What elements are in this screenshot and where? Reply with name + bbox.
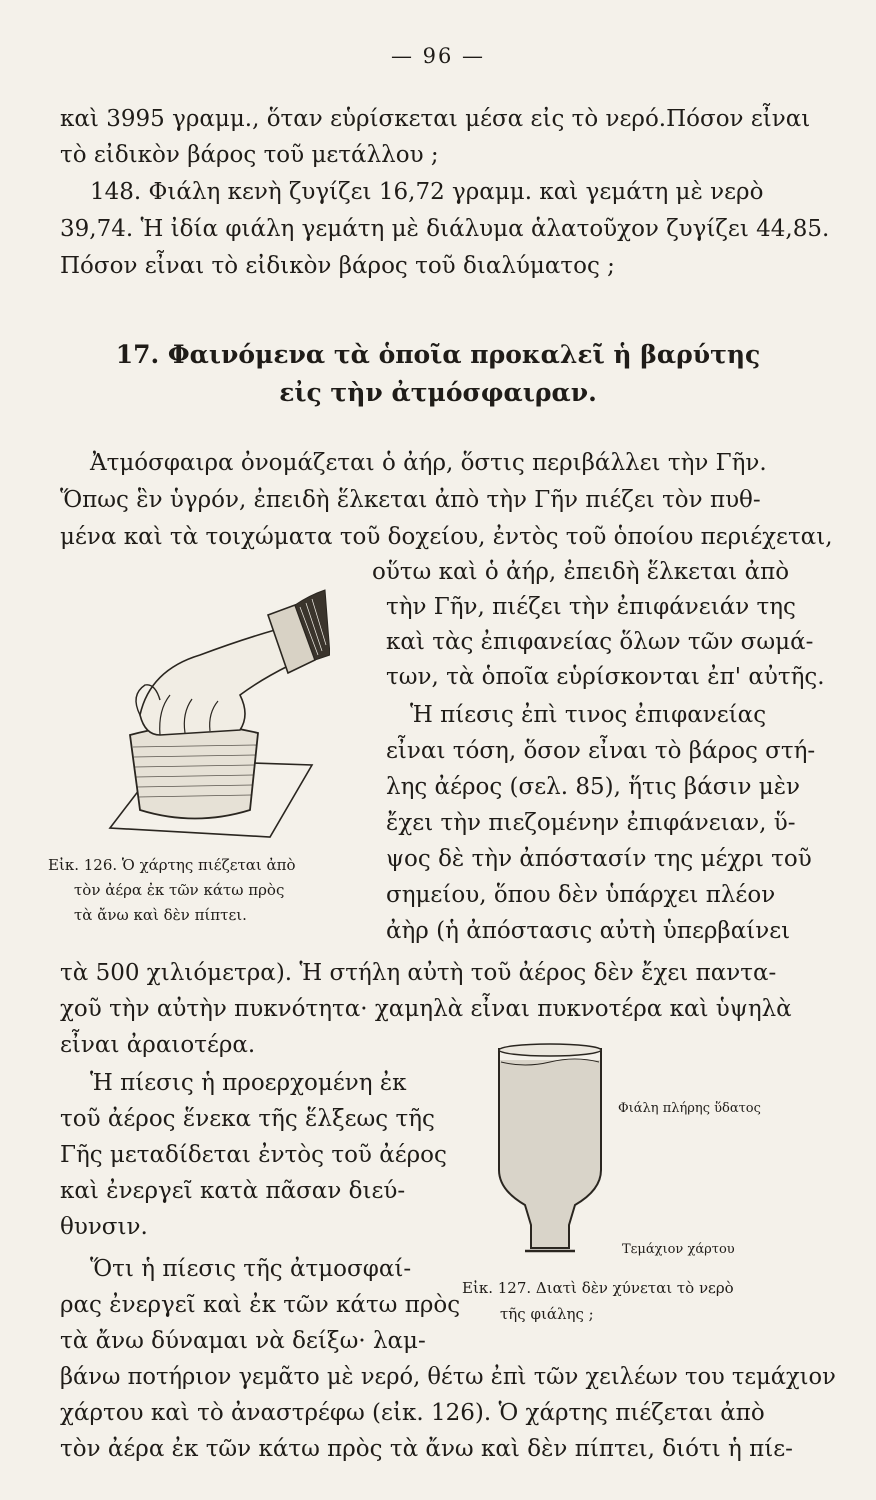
text-line: βάνω ποτήριον γεμᾶτο μὲ νερό, θέτω ἐπὶ τῶν χειλέων του τεμάχιον [60,1364,836,1390]
text-line: τὴν Γῆν, πιέζει τὴν ἐπιφάνειάν της [386,594,796,620]
section-title: εἰς τὴν ἀτμόσφαιραν. [279,378,597,407]
text-line: Ὅπως ἓν ὑγρόν, ἐπειδὴ ἕλκεται ἀπὸ τὴν Γῆν πιέζει τὸν πυθ- [60,487,761,513]
text-line: οὕτω καὶ ὁ ἀήρ, ἐπειδὴ ἕλκεται ἀπὸ [372,559,790,585]
text-line: ἔχει τὴν πιεζομένην ἐπιφάνειαν, ὕ- [386,810,796,836]
text-line: εἶναι τόση, ὅσον εἶναι τὸ βάρος στή- [386,738,816,764]
section-title: 17. Φαινόμενα τὰ ὁποῖα προκαλεῖ ἡ βαρύτης [115,340,761,369]
text-line: ψος δὲ τὴν ἀπόστασίν της μέχρι τοῦ [386,846,812,872]
figure-126-illustration [100,585,330,850]
text-line: εἶναι ἀραιοτέρα. [60,1032,256,1058]
figure-126-caption: τὰ ἄνω καὶ δὲν πίπτει. [74,906,247,924]
text-line: 39,74. Ἡ ἰδία φιάλη γεμάτη μὲ διάλυμα ἁλατοῦχον ζυγίζει 44,85. [60,216,830,242]
text-line: τὸ εἰδικὸν βάρος τοῦ μετάλλου ; [60,142,439,168]
text-line: 148. Φιάλη κενὴ ζυγίζει 16,72 γραμμ. καὶ γεμάτη μὲ νερὸ [90,179,764,205]
text-line: Ἀτμόσφαιρα ὀνομάζεται ὁ ἀήρ, ὅστις περιβάλλει τὴν Γῆν. [90,450,767,476]
text-line: τοῦ ἀέρος ἕνεκα τῆς ἕλξεως τῆς [60,1106,435,1132]
text-line: Πόσον εἶναι τὸ εἰδικὸν βάρος τοῦ διαλύματος ; [60,253,615,279]
text-line: χοῦ τὴν αὐτὴν πυκνότητα· χαμηλὰ εἶναι πυκνοτέρα καὶ ὑψηλὰ [60,996,792,1022]
text-line: ρας ἐνεργεῖ καὶ ἐκ τῶν κάτω πρὸς [60,1292,461,1318]
text-line: καὶ τὰς ἐπιφανείας ὅλων τῶν σωμά- [386,629,814,655]
text-line: καὶ 3995 γραμμ., ὅταν εὑρίσκεται μέσα εἰς τὸ νερό.Πόσον εἶναι [60,106,811,132]
text-line: τὰ 500 χιλιόμετρα). Ἡ στήλη αὐτὴ τοῦ ἀέρος δὲν ἔχει παντα- [60,960,777,986]
text-line: τὰ ἄνω δύναμαι νὰ δείξω· λαμ- [60,1328,426,1354]
text-line: καὶ ἐνεργεῖ κατὰ πᾶσαν διεύ- [60,1178,406,1204]
text-line: Ὅτι ἡ πίεσις τῆς ἀτμοσφαί- [90,1256,412,1282]
text-line: τὸν ἀέρα ἐκ τῶν κάτω πρὸς τὰ ἄνω καὶ δὲν πίπτει, διότι ἡ πίε- [60,1436,793,1462]
figure-126-caption: Εἰκ. 126. Ὁ χάρτης πιέζεται ἀπὸ [48,856,296,874]
text-line: μένα καὶ τὰ τοιχώματα τοῦ δοχείου, ἐντὸς τοῦ ὁποίου περιέχεται, [60,524,833,550]
figure-127-illustration [485,1040,615,1265]
text-line: σημείου, ὅπου δὲν ὑπάρχει πλέον [386,882,776,908]
figure-127-caption: τῆς φιάλης ; [500,1305,594,1323]
page-number: — 96 — [390,44,486,68]
figure-126-caption: τὸν ἀέρα ἐκ τῶν κάτω πρὸς [74,881,285,899]
figure-127-leader-lines [600,1080,680,1210]
text-line: των, τὰ ὁποῖα εὑρίσκονται ἐπ' αὐτῆς. [386,664,825,690]
text-line: χάρτου καὶ τὸ ἀναστρέφω (εἰκ. 126). Ὁ χάρτης πιέζεται ἀπὸ [60,1400,765,1426]
paper-label: Τεμάχιον χάρτου [622,1242,735,1257]
bottle-label: Φιάλη πλήρης ὕδατος [618,1101,761,1116]
text-line: ἀὴρ (ἡ ἀπόστασις αὐτὴ ὑπερβαίνει [386,918,791,944]
text-line: λης ἀέρος (σελ. 85), ἥτις βάσιν μὲν [386,774,801,800]
text-line: θυνσιν. [60,1214,148,1240]
text-line: Γῆς μεταδίδεται ἐντὸς τοῦ ἀέρος [60,1142,447,1168]
text-line: Ἡ πίεσις ἐπὶ τινος ἐπιφανείας [410,702,767,728]
figure-127-caption: Εἰκ. 127. Διατὶ δὲν χύνεται τὸ νερὸ [462,1279,734,1297]
text-line: Ἡ πίεσις ἡ προερχομένη ἐκ [90,1070,407,1096]
